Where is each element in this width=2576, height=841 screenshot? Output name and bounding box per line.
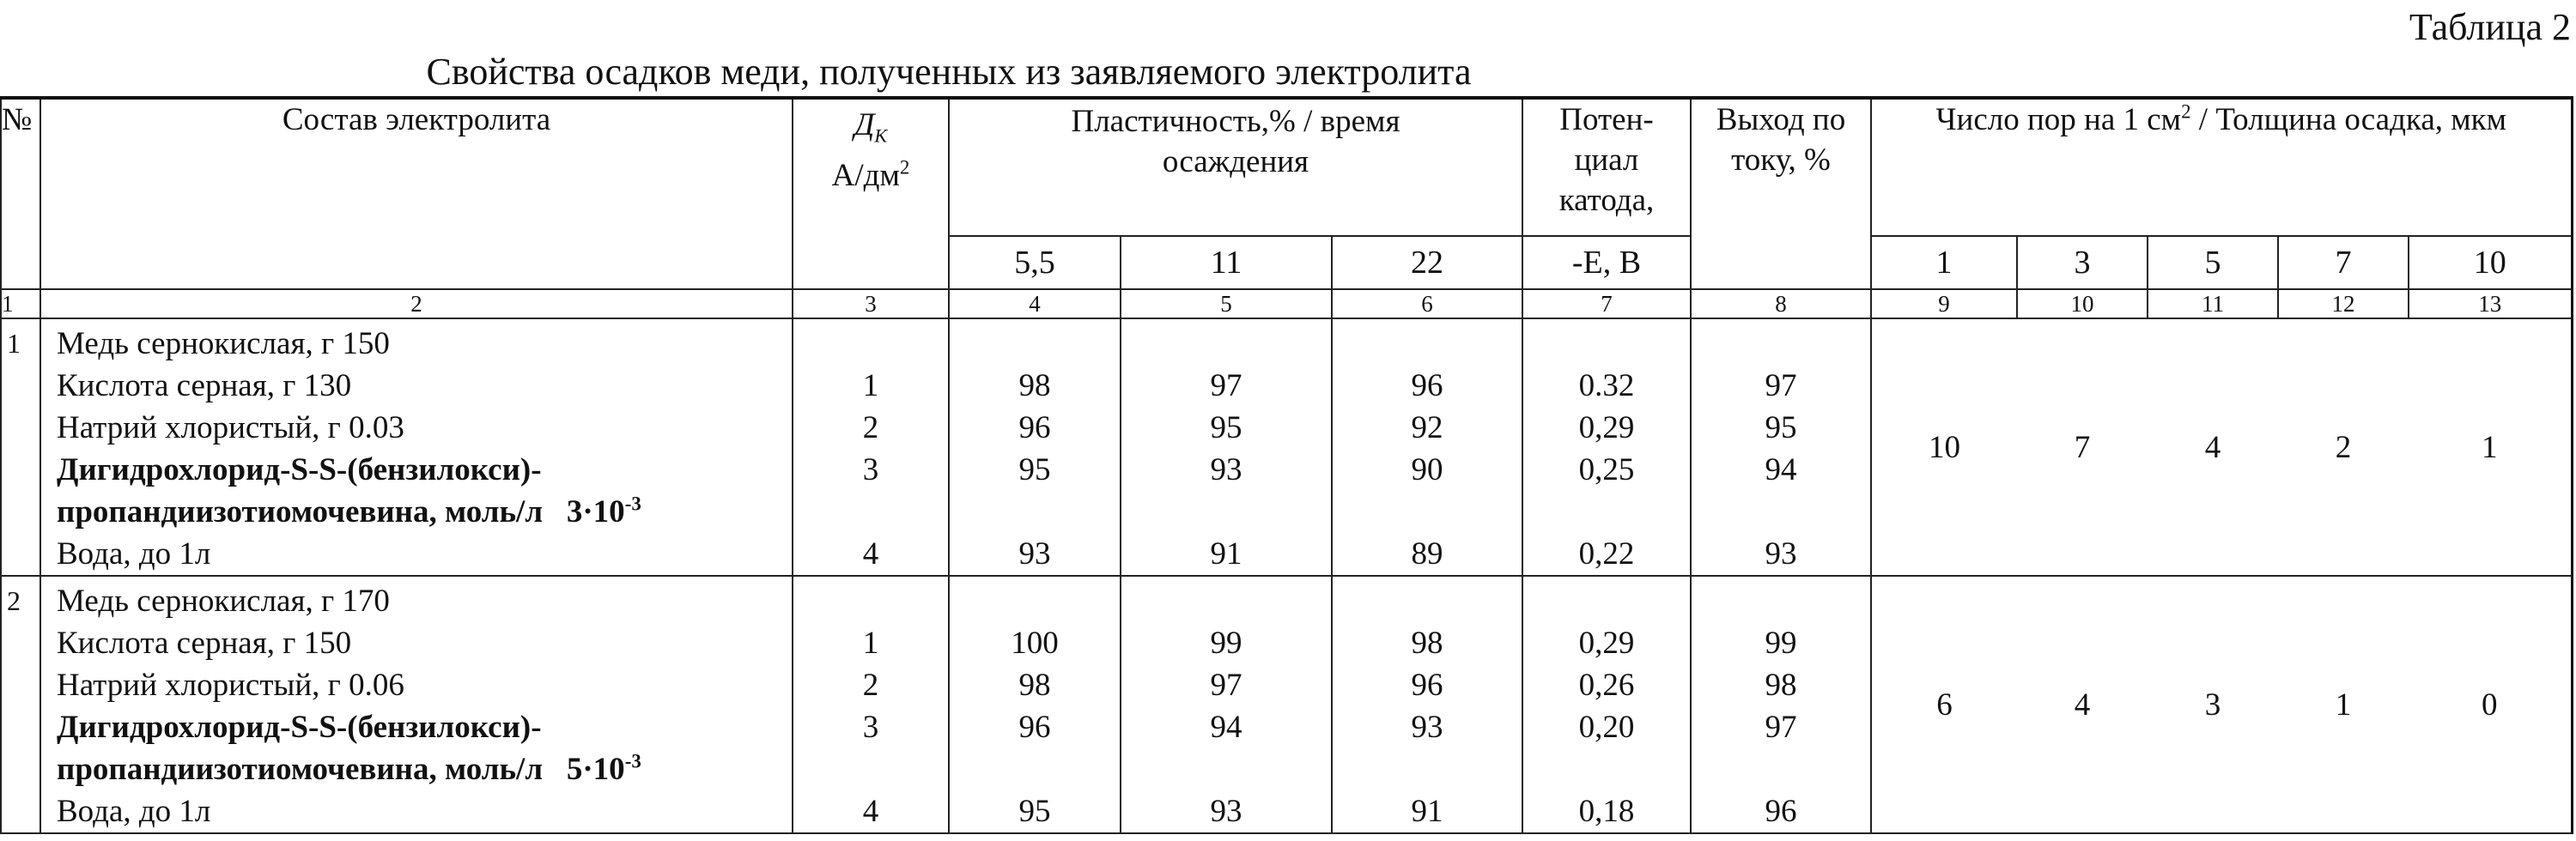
column-number: 3 <box>793 289 949 318</box>
component-line: Кислота серная, г 130 <box>57 368 352 403</box>
pores-cell: 4 <box>2148 318 2278 576</box>
thickness-3: 5 <box>2148 236 2278 289</box>
plasticity-11-cell: 99 97 94 93 <box>1121 576 1332 833</box>
potential-cell: 0.32 0,29 0,25 0,22 <box>1522 318 1691 576</box>
potential-cell: 0,29 0,26 0,20 0,18 <box>1522 576 1691 833</box>
pores-cell: 0 <box>2409 576 2572 833</box>
current-yield-cell: 97 95 94 93 <box>1691 318 1871 576</box>
column-number: 4 <box>949 289 1121 318</box>
pores-cell: 3 <box>2148 576 2278 833</box>
header-plasticity: Пластичность,% / время осаждения <box>949 98 1522 236</box>
pores-cell: 4 <box>2017 576 2148 833</box>
component-line: Вода, до 1л <box>57 536 211 572</box>
component-line: Дигидрохлорид-S-S-(бензилокси)- <box>57 710 542 745</box>
pores-cell: 10 <box>1871 318 2017 576</box>
column-number: 5 <box>1121 289 1332 318</box>
plasticity-time-1: 5,5 <box>949 236 1121 289</box>
column-number: 8 <box>1691 289 1871 318</box>
component-line: Медь сернокислая, г 150 <box>57 326 390 361</box>
pores-cell: 1 <box>2278 576 2409 833</box>
column-number: 6 <box>1332 289 1522 318</box>
table-caption: Свойства осадков меди, полученных из заявляемого электролита <box>426 51 1472 93</box>
table-row <box>1 576 2572 833</box>
header-pores: Число пор на 1 $см^2$ / Толщина осадка, мкм <box>1871 98 2572 236</box>
table-row <box>1 318 2572 576</box>
column-number: 1 <box>1 289 40 318</box>
thickness-4: 7 <box>2278 236 2409 289</box>
component-line: Натрий хлористый, г 0.06 <box>57 668 404 703</box>
composition-cell <box>40 576 793 833</box>
column-number: 7 <box>1522 289 1691 318</box>
header-composition: Состав электролита <box>40 98 793 289</box>
current-density-cell: 1 2 3 4 <box>793 318 949 576</box>
plasticity-5-5-cell: 100 98 96 95 <box>949 576 1121 833</box>
thickness-5: 10 <box>2409 236 2572 289</box>
component-line: Медь сернокислая, г 170 <box>57 584 390 619</box>
pores-cell: 1 <box>2409 318 2572 576</box>
pores-cell: 7 <box>2017 318 2148 576</box>
component-line: Кислота серная, г 150 <box>57 626 352 661</box>
current-density-cell: 1 2 3 4 <box>793 576 949 833</box>
pores-cell: 2 <box>2278 318 2409 576</box>
header-current-density: $Д_К$ $А/дм^2$ <box>793 98 949 289</box>
table-number-label: Таблица 2 <box>2409 6 2571 48</box>
component-line: Вода, до 1л <box>57 794 211 829</box>
column-number: 9 <box>1871 289 2017 318</box>
row-number: 1 <box>1 318 40 576</box>
component-line: Натрий хлористый, г 0.03 <box>57 410 404 445</box>
plasticity-11-cell: 97 95 93 91 <box>1121 318 1332 576</box>
thickness-1: 1 <box>1871 236 2017 289</box>
header-no: № <box>1 98 40 289</box>
column-number: 11 <box>2148 289 2278 318</box>
current-yield-cell: 99 98 97 96 <box>1691 576 1871 833</box>
header-current-yield: Выход по току, % <box>1691 98 1871 289</box>
plasticity-22-cell: 98 96 93 91 <box>1332 576 1522 833</box>
pores-cell: 6 <box>1871 576 2017 833</box>
plasticity-time-3: 22 <box>1332 236 1522 289</box>
header-potential: Потен-циал катода, <box>1522 98 1691 236</box>
component-line: пропандиизотиомочевина, моль/л $3\cdot 10^{-3}$ <box>57 493 641 529</box>
row-number: 2 <box>1 576 40 833</box>
thickness-2: 3 <box>2017 236 2148 289</box>
plasticity-time-2: 11 <box>1121 236 1332 289</box>
electrolyte-properties-table <box>0 96 2573 834</box>
component-line: Дигидрохлорид-S-S-(бензилокси)- <box>57 452 542 487</box>
composition-cell <box>40 318 793 576</box>
column-number: 12 <box>2278 289 2409 318</box>
plasticity-22-cell: 96 92 90 89 <box>1332 318 1522 576</box>
column-number: 10 <box>2017 289 2148 318</box>
column-number: 2 <box>40 289 793 318</box>
plasticity-5-5-cell: 98 96 95 93 <box>949 318 1121 576</box>
column-number: 13 <box>2409 289 2572 318</box>
header-potential-unit: -E, B <box>1522 236 1691 289</box>
component-line: пропандиизотиомочевина, моль/л $5\cdot 10^{-3}$ <box>57 750 641 787</box>
